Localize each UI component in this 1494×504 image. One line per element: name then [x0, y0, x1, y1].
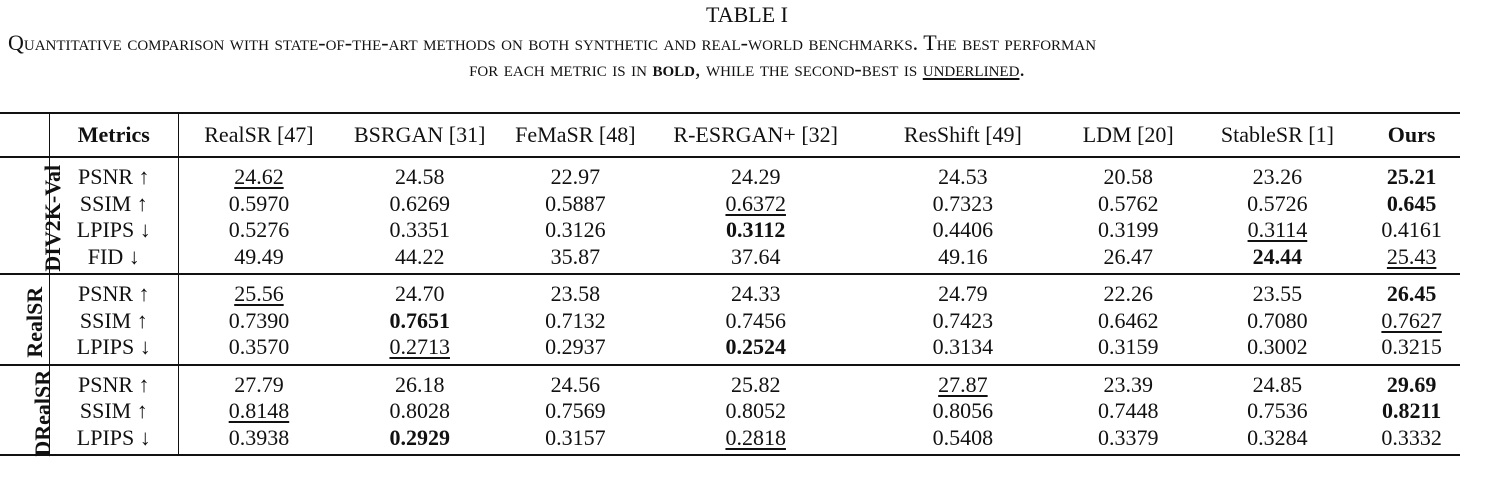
caption-bold-word: bold [652, 56, 695, 81]
group-label: DRealSR [30, 369, 56, 457]
value: 26.18 [394, 371, 445, 397]
value: 0.5887 [545, 190, 606, 216]
value: 23.58 [550, 281, 601, 306]
table-row [0, 274, 1460, 308]
metric-name: PSNR ↑ [49, 157, 178, 191]
value: 0.7080 [1247, 307, 1308, 333]
second-best-value: 25.56 [234, 281, 284, 306]
value-cell [500, 157, 650, 191]
value-cell [178, 191, 339, 218]
value: 0.2937 [545, 334, 606, 359]
best-value: 0.7651 [389, 307, 450, 333]
value-cell [1192, 308, 1364, 335]
value-cell [178, 244, 339, 275]
second-best-value: 27.87 [938, 371, 988, 397]
value-cell [1363, 308, 1460, 335]
value: 0.3332 [1381, 424, 1442, 450]
header-row [0, 113, 1460, 157]
header-empty-cell [0, 113, 49, 157]
value-cell [861, 274, 1065, 308]
value-cell [500, 217, 650, 244]
value: 0.3126 [545, 217, 606, 242]
value-cell [1065, 398, 1192, 425]
group-label-cell [0, 365, 56, 457]
value-cell [1363, 244, 1460, 275]
value-cell [861, 244, 1065, 275]
value: 0.5970 [228, 190, 290, 216]
value-cell [1192, 398, 1364, 425]
value-cell [500, 191, 650, 218]
value: 0.7390 [228, 307, 290, 333]
best-value: 25.21 [1386, 164, 1437, 189]
header-method: StableSR [1] [1220, 121, 1334, 147]
metric-name: PSNR ↑ [49, 274, 178, 308]
value-cell [1363, 274, 1460, 308]
best-value: 0.2929 [389, 424, 450, 450]
table-row [0, 244, 1460, 275]
value: 0.8056 [932, 398, 994, 423]
value-cell [651, 425, 861, 456]
value-cell [500, 244, 650, 275]
value: 0.3351 [389, 217, 450, 242]
metric-name: FID ↓ [49, 244, 178, 275]
value: 0.6462 [1097, 307, 1159, 333]
value-cell [1363, 334, 1460, 365]
value-cell [1192, 217, 1364, 244]
value-cell [339, 217, 500, 244]
second-best-value: 0.3114 [1247, 217, 1308, 242]
value: 0.3134 [932, 334, 994, 359]
value: 0.8028 [389, 398, 450, 423]
value-cell [1192, 157, 1364, 191]
second-best-value: 0.7627 [1381, 307, 1442, 333]
value-cell [861, 217, 1065, 244]
value: 0.7423 [932, 307, 994, 333]
value: 20.58 [1103, 164, 1153, 189]
value-cell [1363, 157, 1460, 191]
table-row [0, 334, 1460, 365]
value: 0.3938 [228, 424, 290, 450]
table-group [0, 157, 1460, 274]
value: 0.3002 [1247, 334, 1308, 359]
header-method: BSRGAN [31] [354, 121, 486, 147]
value-cell [651, 244, 861, 275]
table-row [0, 308, 1460, 335]
value-cell [339, 157, 500, 191]
value-cell [861, 157, 1065, 191]
value: 23.39 [1103, 371, 1153, 397]
value-cell [1192, 274, 1364, 308]
group-label-cell [0, 274, 49, 365]
header-metrics: Metrics [49, 113, 178, 157]
value: 49.49 [234, 243, 284, 269]
results-table [0, 112, 1460, 456]
header-method: R-ESRGAN+ [32] [673, 121, 838, 147]
value-cell [651, 365, 861, 399]
value-cell [500, 274, 650, 308]
value: 0.3284 [1247, 424, 1308, 450]
table-group [0, 365, 1460, 456]
value: 0.7456 [725, 307, 786, 333]
value: 24.56 [550, 371, 601, 397]
value: 0.3379 [1097, 424, 1159, 450]
value: 23.55 [1252, 281, 1303, 306]
value: 0.8052 [725, 398, 786, 423]
value-cell [1192, 244, 1364, 275]
metric-name: SSIM ↑ [49, 398, 178, 425]
value-cell [1065, 425, 1192, 456]
value: 0.3159 [1097, 334, 1159, 359]
value-cell [339, 191, 500, 218]
value-cell [178, 217, 339, 244]
caption-text: for each metric is in [469, 56, 653, 81]
header-method-ours: Ours [1387, 121, 1436, 147]
metric-name: LPIPS ↓ [49, 334, 178, 365]
value-cell [651, 157, 861, 191]
caption-line-1: Quantitative comparison with state-of-the-art methods on both synthetic and real-world benchmarks. The best performan [8, 30, 1097, 55]
value: 24.53 [938, 164, 988, 189]
best-value: 29.69 [1386, 371, 1437, 397]
value-cell [1065, 157, 1192, 191]
value: 0.6269 [389, 190, 450, 216]
value: 26.47 [1103, 243, 1153, 269]
value: 0.3570 [228, 334, 290, 359]
caption-text: . [1019, 56, 1025, 81]
value: 0.5762 [1097, 190, 1159, 216]
value: 24.29 [730, 164, 781, 189]
metric-name: SSIM ↑ [49, 308, 178, 335]
best-value: 0.3112 [726, 217, 786, 242]
value: 0.3215 [1381, 334, 1442, 359]
value-cell [1065, 365, 1192, 399]
table-row [0, 365, 1460, 399]
second-best-value: 0.8148 [228, 398, 290, 423]
value-cell [500, 425, 650, 456]
value-cell [178, 157, 339, 191]
table-header [0, 113, 1460, 157]
caption-text: , while the second-best is [694, 56, 923, 81]
value-cell [1363, 191, 1460, 218]
value: 0.3157 [545, 424, 606, 450]
value: 24.79 [938, 281, 988, 306]
value: 0.5408 [932, 424, 994, 450]
value-cell [339, 308, 500, 335]
value-cell [500, 365, 650, 399]
value: 49.16 [938, 243, 988, 269]
value-cell [1192, 191, 1364, 218]
value-cell [651, 191, 861, 218]
value-cell [339, 334, 500, 365]
value: 0.5726 [1247, 190, 1308, 216]
value-cell [178, 334, 339, 365]
value: 0.7569 [545, 398, 606, 423]
value-cell [178, 308, 339, 335]
value-cell [1192, 365, 1364, 399]
value-cell [651, 217, 861, 244]
table-row [0, 398, 1460, 425]
table-row [0, 217, 1460, 244]
value-cell [861, 365, 1065, 399]
value-cell [500, 308, 650, 335]
value-cell [178, 274, 339, 308]
value-cell [651, 334, 861, 365]
value-cell [1192, 334, 1364, 365]
value-cell [1363, 365, 1460, 399]
value: 0.7323 [932, 190, 994, 216]
value-cell [1065, 244, 1192, 275]
value-cell [1065, 217, 1192, 244]
value: 24.85 [1252, 371, 1303, 397]
value-cell [1065, 334, 1192, 365]
second-best-value: 0.2713 [389, 334, 450, 359]
header-method: LDM [20] [1082, 121, 1174, 147]
value: 24.58 [394, 164, 445, 189]
value: 0.4406 [932, 217, 994, 242]
value-cell [861, 334, 1065, 365]
header-method: FeMaSR [48] [515, 121, 636, 147]
second-best-value: 0.6372 [725, 190, 786, 216]
table-group [0, 274, 1460, 365]
value-cell [1065, 308, 1192, 335]
value-cell [178, 425, 339, 456]
value-cell [339, 425, 500, 456]
best-value: 0.2524 [725, 334, 786, 359]
value-cell [651, 308, 861, 335]
value-cell [651, 274, 861, 308]
group-label: RealSR [22, 286, 48, 358]
value: 24.33 [730, 281, 781, 306]
header-method: ResShift [49] [903, 121, 1022, 147]
value: 0.3199 [1097, 217, 1159, 242]
header-method: RealSR [47] [204, 121, 314, 147]
value: 0.7448 [1097, 398, 1159, 423]
value: 22.26 [1103, 281, 1153, 306]
group-label: DIV2K-Val [40, 165, 66, 272]
value-cell [1192, 425, 1364, 456]
value: 0.5276 [228, 217, 290, 242]
value-cell [861, 425, 1065, 456]
metric-name: LPIPS ↓ [49, 425, 178, 456]
second-best-value: 25.43 [1386, 243, 1437, 269]
group-label-cell [0, 157, 66, 274]
value-cell [861, 191, 1065, 218]
value: 25.82 [730, 371, 781, 397]
value-cell [339, 274, 500, 308]
best-value: 24.44 [1252, 243, 1303, 269]
value-cell [1363, 217, 1460, 244]
value: 0.4161 [1381, 217, 1442, 242]
table-row [0, 191, 1460, 218]
value: 24.70 [394, 281, 445, 306]
value-cell [861, 308, 1065, 335]
value: 44.22 [394, 243, 445, 269]
table-row [0, 425, 1460, 456]
value-cell [861, 398, 1065, 425]
value: 0.7132 [545, 307, 606, 333]
value-cell [339, 365, 500, 399]
table-number: TABLE I [706, 2, 788, 27]
value: 0.7536 [1247, 398, 1308, 423]
value: 27.79 [234, 371, 284, 397]
value: 37.64 [730, 243, 781, 269]
best-value: 0.645 [1386, 190, 1437, 216]
value-cell [1065, 191, 1192, 218]
table-row [0, 157, 1460, 191]
value-cell [1363, 398, 1460, 425]
value: 23.26 [1252, 164, 1303, 189]
value-cell [178, 365, 339, 399]
second-best-value: 24.62 [234, 164, 284, 189]
caption-underlined-word: underlined [922, 56, 1020, 81]
value: 35.87 [550, 243, 601, 269]
value-cell [651, 398, 861, 425]
value-cell [1065, 274, 1192, 308]
value-cell [339, 398, 500, 425]
value-cell [339, 244, 500, 275]
metric-name: LPIPS ↓ [49, 217, 178, 244]
value-cell [500, 334, 650, 365]
best-value: 26.45 [1386, 281, 1437, 306]
value-cell [1363, 425, 1460, 456]
best-value: 0.8211 [1382, 398, 1442, 423]
value-cell [178, 398, 339, 425]
caption-line-2 [0, 56, 1494, 82]
value: 22.97 [550, 164, 601, 189]
value-cell [500, 398, 650, 425]
metric-name: SSIM ↑ [49, 191, 178, 218]
second-best-value: 0.2818 [725, 424, 786, 450]
metric-name: PSNR ↑ [49, 365, 178, 399]
